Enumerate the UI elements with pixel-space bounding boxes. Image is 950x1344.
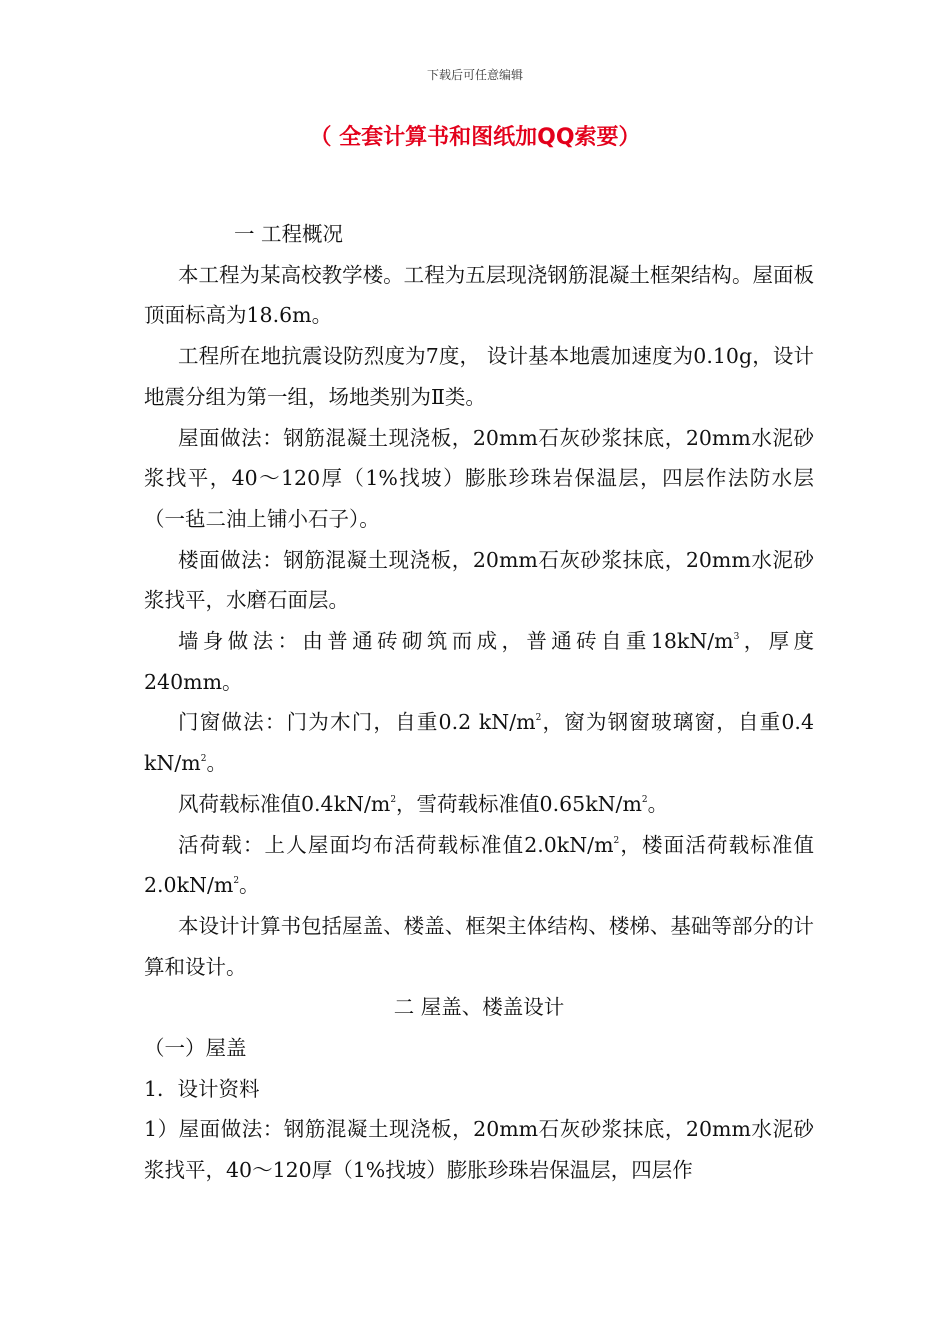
wind-superscript-2: 2 [641, 794, 648, 805]
notice-title: （ 全套计算书和图纸加QQ索要） [309, 125, 641, 150]
wind-superscript-1: 2 [390, 794, 397, 805]
wind-text-b: ，雪荷载标准值0.65kN/m [396, 791, 642, 816]
live-superscript-1: 2 [613, 835, 620, 846]
wall-text-b: ，厚度240mm。 [144, 629, 814, 694]
live-text-b: ，楼面活荷载标准值2.0kN/m [144, 832, 815, 898]
paragraph-floor-method: 楼面做法：钢筋混凝土现浇板，20mm石灰砂浆抹底，20mm水泥砂浆找平，水磨石面层。 [144, 547, 814, 613]
paragraph-live-load [144, 825, 814, 906]
paragraph-roof-method-item: 1）屋面做法：钢筋混凝土现浇板，20mm石灰砂浆抹底，20mm水泥砂浆找平，40～120厚（1%找坡）膨胀珍珠岩保温层，四层作 [144, 1117, 814, 1183]
subheading-roof: （一）屋盖 [144, 1036, 247, 1061]
document-body [144, 214, 814, 1191]
subheading-design-data: 1．设计资料 [144, 1076, 260, 1101]
live-text-a: 活荷载：上人屋面均布活荷载标准值2.0kN/m [178, 832, 614, 857]
door-superscript-1: 2 [535, 713, 542, 724]
wind-text-a: 风荷载标准值0.4kN/m [178, 791, 391, 816]
page-header: 下载后可任意编辑 [426, 68, 523, 82]
door-text-a: 门窗做法：门为木门，自重0.2 kN/m [178, 710, 536, 735]
wind-text-c: 。 [647, 791, 669, 816]
paragraph-seismic: 工程所在地抗震设防烈度为7度， 设计基本地震加速度为0.10g，设计地震分组为第一组，场地类别为Ⅱ类。 [144, 344, 814, 409]
paragraph-roof-method: 屋面做法：钢筋混凝土现浇板，20mm石灰砂浆抹底，20mm水泥砂浆找平，40～120厚（1%找坡）膨胀珍珠岩保温层，四层作法防水层（一毡二油上铺小石子）。 [144, 425, 814, 531]
door-text-b: ，窗为钢窗玻璃窗，自重0.4 kN/m [144, 710, 814, 776]
section-heading-1: 一 工程概况 [234, 222, 344, 246]
paragraph-wind-snow [144, 784, 814, 825]
paragraph-overview: 本工程为某高校教学楼。工程为五层现浇钢筋混凝土框架结构。屋面板顶面标高为18.6m。 [144, 262, 814, 328]
section-heading-2: 二 屋盖、楼盖设计 [393, 995, 565, 1020]
wall-superscript: 3 [733, 632, 740, 643]
live-text-c: 。 [239, 873, 260, 898]
paragraph-wall-method [144, 621, 814, 702]
paragraph-door-window [144, 702, 814, 783]
live-superscript-2: 2 [233, 876, 240, 887]
door-superscript-2: 2 [200, 754, 207, 765]
door-text-c: 。 [206, 751, 227, 776]
paragraph-scope: 本设计计算书包括屋盖、楼盖、框架主体结构、楼梯、基础等部分的计算和设计。 [144, 913, 814, 979]
wall-text-a: 墙身做法：由普通砖砌筑而成，普通砖自重18kN/m [178, 629, 734, 654]
